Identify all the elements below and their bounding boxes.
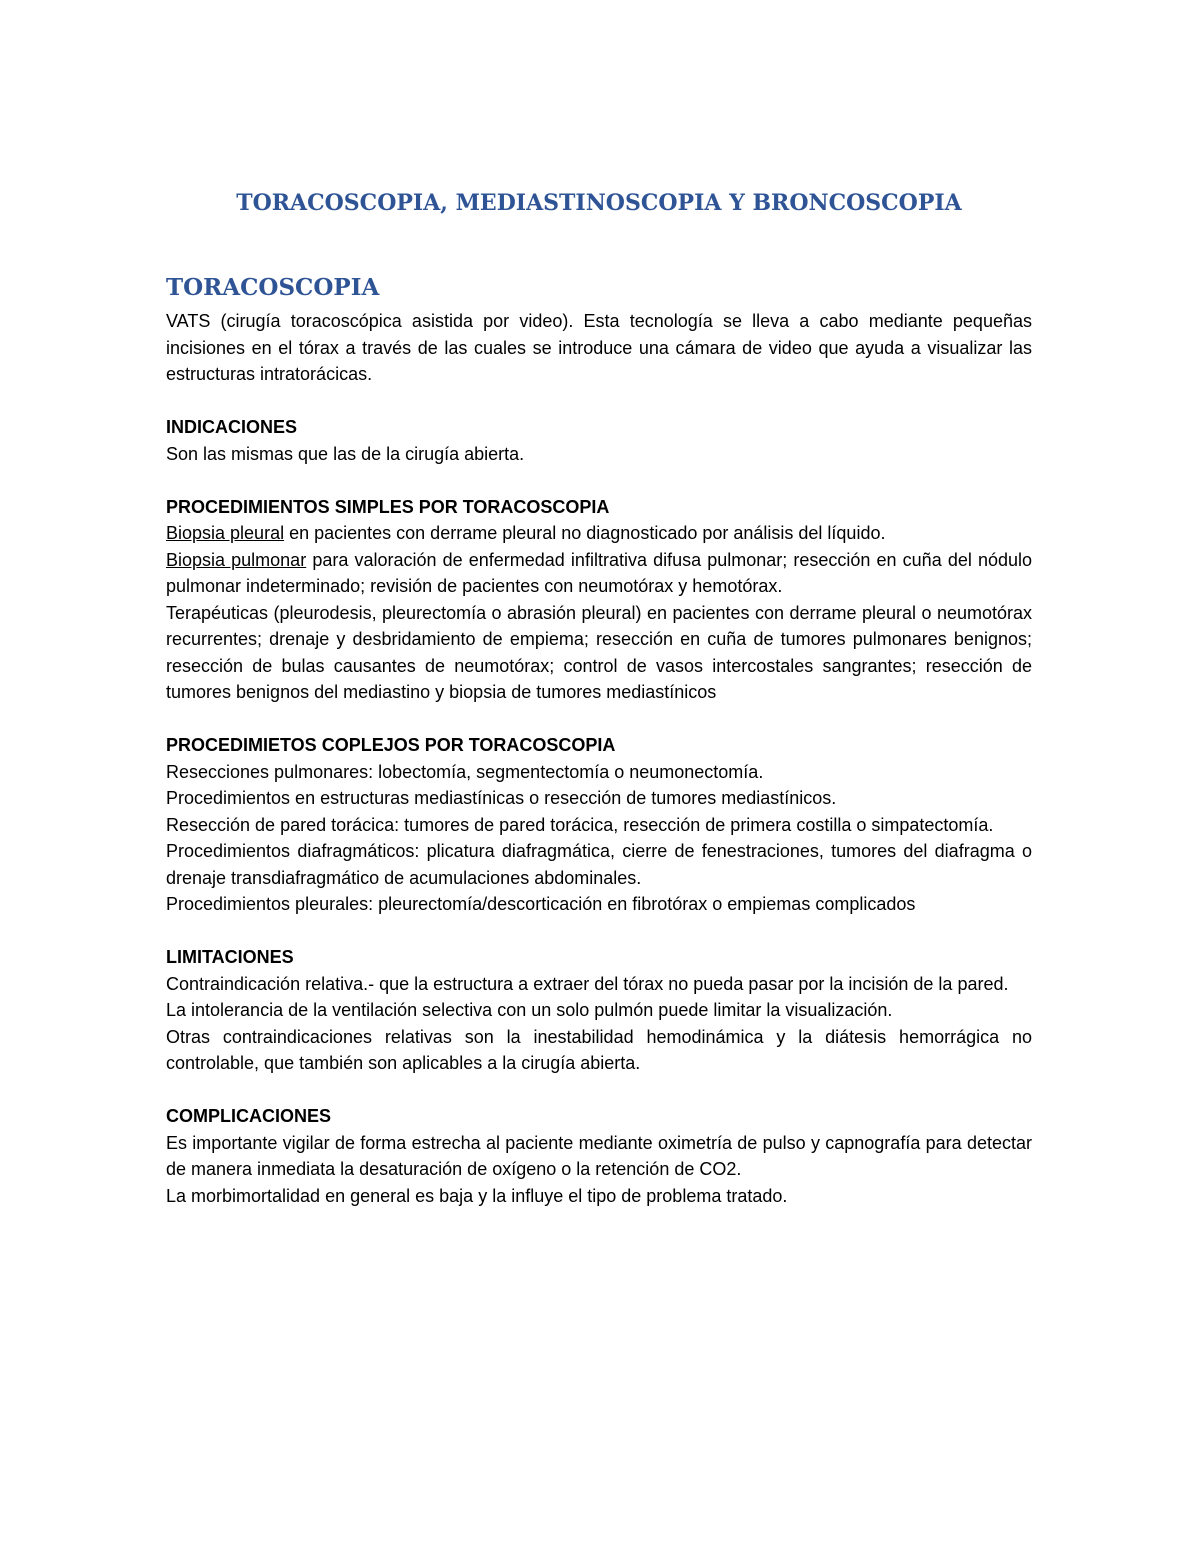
limitaciones-item: Otras contraindicaciones relativas son la inestabilidad hemodinámica y la diátesis hemorrágica no controlable, que también son aplicables a la cirugía abierta. xyxy=(166,1026,1032,1073)
simples-heading: PROCEDIMIENTOS SIMPLES POR TORACOSCOPIA xyxy=(166,496,610,517)
limitaciones-item: La intolerancia de la ventilación selectiva con un solo pulmón puede limitar la visualización. xyxy=(166,1000,893,1020)
limitaciones-item: Contraindicación relativa.- que la estructura a extraer del tórax no pueda pasar por la incisión de la pared. xyxy=(166,973,1009,994)
biopsia-pleural-label: Biopsia pleural xyxy=(166,523,285,543)
complejos-item: Resección de pared torácica: tumores de pared torácica, resección de primera costilla o simpatectomía. xyxy=(166,814,994,835)
indicaciones-text: Son las mismas que las de la cirugía abierta. xyxy=(166,443,525,464)
complicaciones-heading: COMPLICACIONES xyxy=(166,1106,332,1126)
intro-paragraph: VATS (cirugía toracoscópica asistida por video). Esta tecnología se lleva a cabo mediante pequeñas incisiones en el tórax a través de las cuales se introduce una cámara de video que ayuda a visualizar las estructuras intratorácicas. xyxy=(166,311,1032,384)
document-title: TORACOSCOPIA, MEDIASTINOSCOPIA Y BRONCOSCOPIA xyxy=(236,190,962,216)
spacer xyxy=(166,467,1032,494)
document-body xyxy=(166,308,1032,1209)
complejos-heading: PROCEDIMIETOS COPLEJOS POR TORACOSCOPIA xyxy=(166,735,616,755)
biopsia-pleural-text: en pacientes con derrame pleural no diagnosticado por análisis del líquido. xyxy=(284,523,886,543)
complejos-item: Procedimientos pleurales: pleurectomía/descorticación en fibrotórax o empiemas complicados xyxy=(166,894,916,914)
limitaciones-heading: LIMITACIONES xyxy=(166,947,294,967)
spacer xyxy=(166,706,1032,733)
section-title: TORACOSCOPIA xyxy=(166,274,380,301)
biopsia-pulmonar-label: Biopsia pulmonar xyxy=(166,549,307,570)
spacer xyxy=(166,388,1032,415)
complicaciones-item: Es importante vigilar de forma estrecha al paciente mediante oximetría de pulso y capnografía para detectar de manera inmediata la desaturación de oxígeno o la retención de CO2. xyxy=(166,1132,1032,1179)
biopsia-pulmonar-text: para valoración de enfermedad infiltrativa difusa pulmonar; resección en cuña del nódulo pulmonar indeterminado; revisión de pacientes con neumotórax y hemotórax. xyxy=(166,549,1033,596)
simples-item-2 xyxy=(166,547,1032,600)
simples-item-3: Terapéuticas (pleurodesis, pleurectomía o abrasión pleural) en pacientes con derrame pleural o neumotórax recurrentes; drenaje y desbridamiento de empiema; resección en cuña de tumores pulmonares benignos; resección de bulas causantes de neumotórax; control de vasos intercostales sangrantes; resección de tumores benignos del mediastino y biopsia de tumores mediastínicos xyxy=(166,602,1032,702)
complicaciones-item: La morbimortalidad en general es baja y la influye el tipo de problema tratado. xyxy=(166,1185,788,1206)
indicaciones-heading: INDICACIONES xyxy=(166,417,298,437)
complejos-item: Procedimientos en estructuras mediastínicas o resección de tumores mediastínicos. xyxy=(166,788,837,808)
complejos-item: Procedimientos diafragmáticos: plicatura diafragmática, cierre de fenestraciones, tumores del diafragma o drenaje transdiafragmático de acumulaciones abdominales. xyxy=(166,841,1032,888)
complejos-item: Resecciones pulmonares: lobectomía, segmentectomía o neumonectomía. xyxy=(166,761,764,782)
spacer xyxy=(166,1077,1032,1104)
spacer xyxy=(166,918,1032,945)
simples-item-1 xyxy=(166,520,1032,547)
